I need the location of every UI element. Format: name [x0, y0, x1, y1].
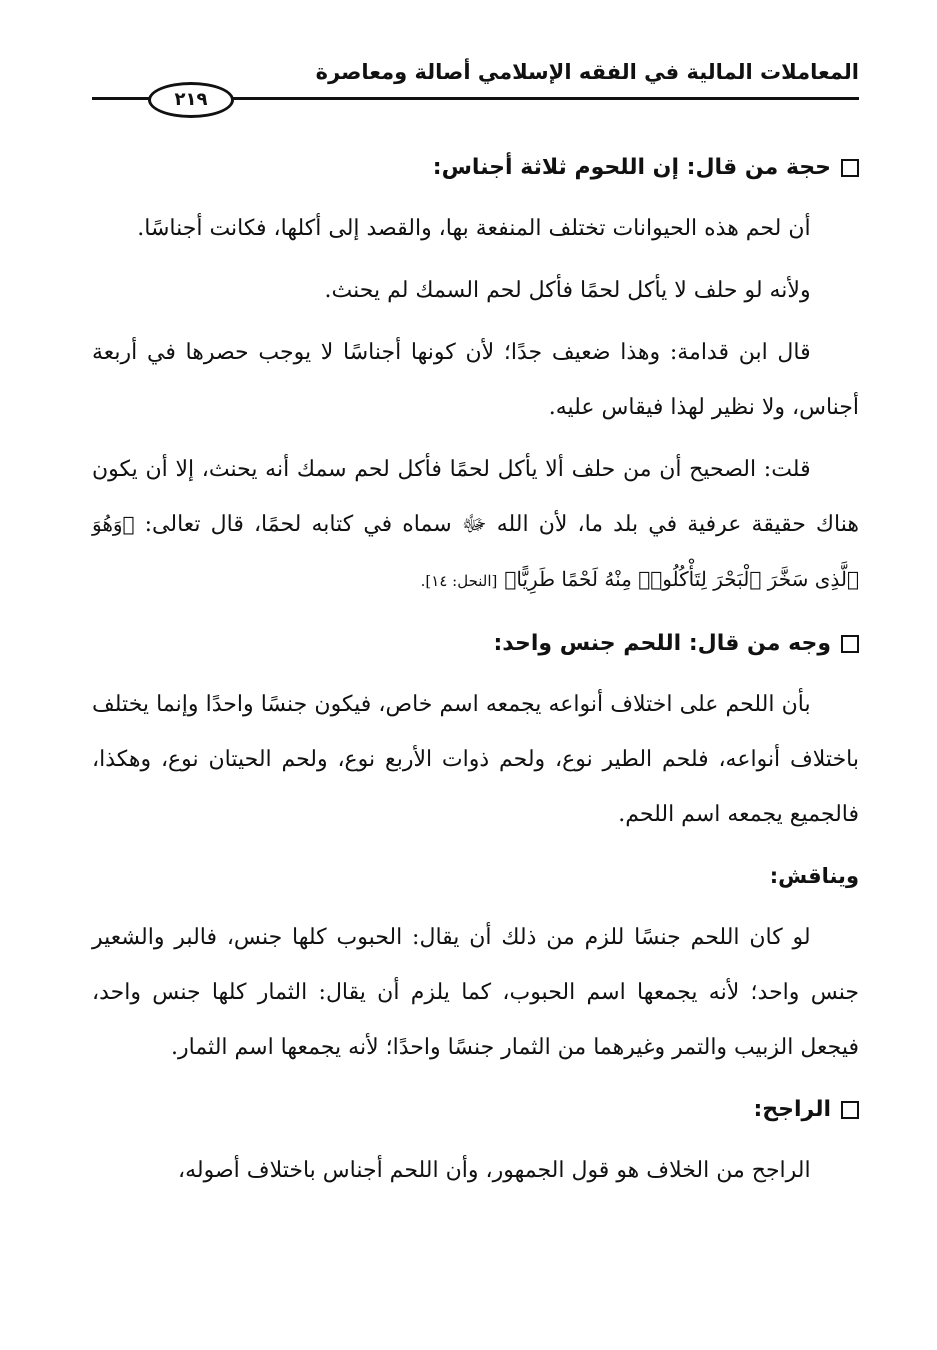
running-header-title: المعاملات المالية في الفقه الإسلامي أصالة ومعاصرة — [315, 60, 859, 84]
paragraph-with-verse — [92, 442, 859, 609]
square-bullet-icon — [841, 635, 859, 653]
paragraph: بأن اللحم على اختلاف أنواعه يجمعه اسم خاص، فيكون جنسًا واحدًا وإنما يختلف باختلاف أنواعه، فلحم الطير نوع، ولحم ذوات الأربع نوع، ولحم الحيتان نوع، وهكذا، فالجميع يجمعه اسم اللحم. — [92, 692, 859, 827]
page-body — [92, 140, 859, 1205]
page-number: ٢١٩ — [148, 82, 234, 118]
section-heading-one-kind — [92, 616, 859, 671]
verse-reference: [النحل: ١٤]. — [420, 572, 498, 590]
heading-text: حجة من قال: إن اللحوم ثلاثة أجناس: — [432, 155, 831, 180]
paragraph-text: قلت: الصحيح أن من حلف ألا يأكل لحمًا فأكل لحم سمك أنه يحنث، إلا أن يكون هناك حقيقة عرفية في بلد ما، لأن الله ﷻ سماه في كتابه لحمًا، قال تعالى: — [92, 457, 859, 537]
section-heading-preferred — [92, 1082, 859, 1137]
paragraph: قال ابن قدامة: وهذا ضعيف جدًا؛ لأن كونها أجناسًا لا يوجب حصرها في أربعة أجناس، ولا نظير لهذا فيقاس عليه. — [92, 340, 859, 420]
section-heading-three-kinds — [92, 140, 859, 195]
subheading-discussion: ويناقش: — [769, 864, 859, 888]
square-bullet-icon — [841, 159, 859, 177]
heading-text: الراجح: — [753, 1097, 831, 1122]
paragraph: لو كان اللحم جنسًا للزم من ذلك أن يقال: الحبوب كلها جنس، فالبر والشعير جنس واحد؛ لأنه يجمعها اسم الحبوب، كما يلزم أن يقال: الثمار كلها جنس واحد، فيجعل الزبيب والتمر وغيرهما من الثمار جنسًا واحدًا؛ لأنه يجمعها اسم الثمار. — [92, 925, 859, 1060]
paragraph: أن لحم هذه الحيوانات تختلف المنفعة بها، والقصد إلى أكلها، فكانت أجناسًا. — [137, 216, 811, 241]
paragraph: ولأنه لو حلف لا يأكل لحمًا فأكل لحم السمك لم يحنث. — [324, 278, 811, 303]
paragraph: الراجح من الخلاف هو قول الجمهور، وأن اللحم أجناس باختلاف أصوله، — [178, 1158, 811, 1183]
quran-verse: ﴿وَهُوَ ٱلَّذِى سَخَّرَ ٱلْبَحْرَ لِتَأْكُلُوا۟ مِنْهُ لَحْمًا طَرِيًّا﴾ — [92, 512, 859, 591]
heading-text: وجه من قال: اللحم جنس واحد: — [493, 631, 831, 656]
square-bullet-icon — [841, 1101, 859, 1119]
